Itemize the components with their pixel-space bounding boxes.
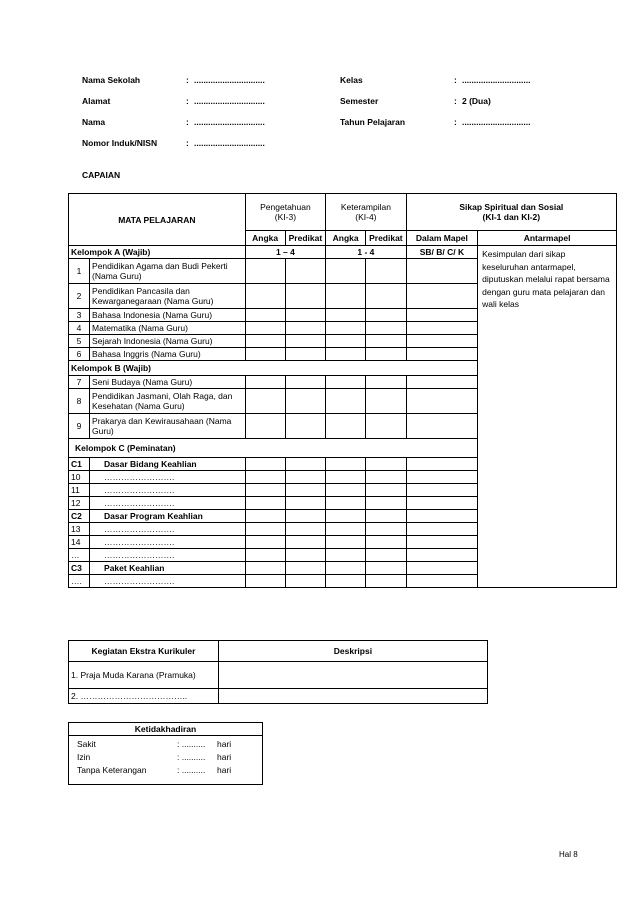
grade-cell: [366, 376, 407, 389]
grade-cell: [406, 259, 478, 284]
grade-cell: [245, 562, 285, 575]
subject-name: Pendidikan Jasmani, Olah Raga, dan Kesehatan (Nama Guru): [90, 389, 246, 414]
absence-label: Sakit: [77, 739, 96, 749]
grade-cell: [406, 536, 478, 549]
header-predikat: Predikat: [285, 231, 326, 246]
header-angka: Angka: [245, 231, 285, 246]
grade-cell: [326, 575, 366, 588]
capaian-title: CAPAIAN: [82, 170, 121, 180]
ekstra-header-deskripsi: Deskripsi: [218, 641, 487, 662]
grade-cell: [245, 376, 285, 389]
ketidakhadiran-title: Ketidakhadiran: [69, 723, 263, 736]
grade-cell: [245, 322, 285, 335]
grade-cell: [285, 389, 326, 414]
grade-cell: [326, 458, 366, 471]
grade-cell: [285, 309, 326, 322]
grade-cell: [326, 562, 366, 575]
range-keterampilan: 1 - 4: [326, 246, 406, 259]
grade-cell: [326, 284, 366, 309]
row-number: 6: [69, 348, 90, 361]
subject-name: …………………….: [90, 523, 246, 536]
grade-cell: [326, 497, 366, 510]
grade-cell: [326, 335, 366, 348]
header-colon2: :: [454, 75, 457, 85]
grade-cell: [406, 510, 478, 523]
ekstra-row-2: 2. ………………………………..: [69, 689, 219, 704]
grade-cell: [285, 259, 326, 284]
header-pengetahuan: Pengetahuan (KI-3): [245, 194, 325, 231]
header-label2: Semester: [340, 96, 379, 106]
absence-label: Tanpa Keterangan: [77, 765, 147, 775]
grade-cell: [285, 335, 326, 348]
grade-cell: [406, 284, 478, 309]
absence-unit: hari: [217, 739, 232, 749]
subject-name: Sejarah Indonesia (Nama Guru): [90, 335, 246, 348]
grade-cell: [285, 414, 326, 439]
grade-cell: [245, 497, 285, 510]
header-colon2: :: [454, 117, 457, 127]
grade-cell: [285, 284, 326, 309]
header-value2: .............................: [462, 75, 531, 85]
grade-cell: [285, 484, 326, 497]
grade-cell: [285, 497, 326, 510]
grade-cell: [245, 414, 285, 439]
header-label2: Kelas: [340, 75, 363, 85]
absence-row: [77, 739, 254, 752]
header-row: [82, 117, 582, 138]
header-row: [82, 138, 582, 159]
ekstra-row-1: 1. Praja Muda Karana (Pramuka): [69, 662, 219, 689]
grade-cell: [406, 309, 478, 322]
row-number: 7: [69, 376, 90, 389]
header-sikap: Sikap Spiritual dan Sosial (KI-1 dan KI-2): [406, 194, 616, 231]
grade-cell: [285, 458, 326, 471]
ekstra-table: [68, 640, 488, 704]
grade-cell: [245, 335, 285, 348]
row-number: 13: [69, 523, 90, 536]
grade-cell: [245, 523, 285, 536]
header-value2: 2 (Dua): [462, 96, 491, 106]
header-value: ..............................: [194, 117, 265, 127]
grade-cell: [366, 284, 407, 309]
row-number: 14: [69, 536, 90, 549]
subject-name: Prakarya dan Kewirausahaan (Nama Guru): [90, 414, 246, 439]
grade-cell: [326, 536, 366, 549]
section-name: Paket Keahlian: [90, 562, 246, 575]
header-value: ..............................: [194, 96, 265, 106]
grade-cell: [366, 484, 407, 497]
grade-cell: [326, 523, 366, 536]
grade-cell: [326, 309, 366, 322]
grade-cell: [326, 484, 366, 497]
grade-cell: [326, 414, 366, 439]
absence-value: : ..........: [177, 752, 206, 762]
header-colon: :: [186, 75, 189, 85]
absence-unit: hari: [217, 752, 232, 762]
subject-name: …………………….: [90, 549, 246, 562]
subject-name: …………………….: [90, 575, 246, 588]
grade-cell: [406, 523, 478, 536]
row-number: 12: [69, 497, 90, 510]
grade-cell: [285, 348, 326, 361]
grade-cell: [285, 523, 326, 536]
grade-cell: [245, 549, 285, 562]
grade-cell: [285, 562, 326, 575]
grade-cell: [366, 348, 407, 361]
grade-cell: [245, 458, 285, 471]
kelompok-b-label: Kelompok B (Wajib): [69, 361, 478, 376]
ketidakhadiran-body: [69, 736, 263, 785]
sikap-code: SB/ B/ C/ K: [406, 246, 478, 259]
grade-cell: [366, 335, 407, 348]
subject-name: Pendidikan Pancasila dan Kewarganegaraan (Nama Guru): [90, 284, 246, 309]
grade-cell: [366, 414, 407, 439]
page-number: Hal 8: [559, 850, 578, 859]
subject-name: …………………….: [90, 497, 246, 510]
header-angka-2: Angka: [326, 231, 366, 246]
ekstra-desc-2: [218, 689, 487, 704]
grade-cell: [245, 510, 285, 523]
header-dalam-mapel: Dalam Mapel: [406, 231, 478, 246]
section-name: Dasar Program Keahlian: [90, 510, 246, 523]
header-antarmapel: Antarmapel: [478, 231, 617, 246]
header-label2: Tahun Pelajaran: [340, 117, 406, 127]
header-info: [82, 75, 582, 159]
subject-name: Pendidikan Agama dan Budi Pekerti (Nama Guru): [90, 259, 246, 284]
grade-cell: [366, 562, 407, 575]
grade-cell: [366, 389, 407, 414]
subject-name: …………………….: [90, 484, 246, 497]
kelompok-a-label: Kelompok A (Wajib): [69, 246, 246, 259]
header-colon: :: [186, 96, 189, 106]
absence-label: Izin: [77, 752, 91, 762]
header-colon: :: [186, 138, 189, 148]
grade-cell: [285, 322, 326, 335]
header-label: Alamat: [82, 96, 111, 106]
grade-cell: [245, 484, 285, 497]
grade-cell: [326, 259, 366, 284]
ekstra-desc-1: [218, 662, 487, 689]
header-mata-pelajaran: MATA PELAJARAN: [69, 194, 246, 246]
grade-cell: [245, 348, 285, 361]
header-label: Nama: [82, 117, 106, 127]
grade-cell: [285, 376, 326, 389]
header-colon2: :: [454, 96, 457, 106]
grade-cell: [326, 348, 366, 361]
section-name: Dasar Bidang Keahlian: [90, 458, 246, 471]
grade-cell: [406, 376, 478, 389]
grade-cell: [285, 536, 326, 549]
subject-name: Bahasa Inggris (Nama Guru): [90, 348, 246, 361]
grade-cell: [406, 471, 478, 484]
ketidakhadiran-table: [68, 722, 263, 785]
grade-cell: [326, 322, 366, 335]
grade-cell: [366, 497, 407, 510]
header-colon: :: [186, 117, 189, 127]
header-row: [82, 96, 582, 117]
grade-cell: [245, 389, 285, 414]
subject-name: Bahasa Indonesia (Nama Guru): [90, 309, 246, 322]
row-number: 9: [69, 414, 90, 439]
capaian-table: [68, 193, 617, 588]
header-value: ..............................: [194, 75, 265, 85]
section-code: C1: [69, 458, 90, 471]
grade-cell: [406, 484, 478, 497]
subject-name: …………………….: [90, 536, 246, 549]
grade-cell: [406, 458, 478, 471]
absence-value: : ..........: [177, 765, 206, 775]
row-number: 2: [69, 284, 90, 309]
row-number: 1: [69, 259, 90, 284]
absence-unit: hari: [217, 765, 232, 775]
grade-cell: [366, 523, 407, 536]
grade-cell: [406, 549, 478, 562]
absence-row: [77, 752, 254, 765]
header-label: Nomor Induk/NISN: [82, 138, 158, 148]
subject-name: …………………….: [90, 471, 246, 484]
header-row: [82, 75, 582, 96]
antarmapel-description: Kesimpulan dari sikap keseluruhan antarmapel, diputuskan melalui rapat bersama dengan guru mata pelajaran dan wali kelas: [478, 246, 617, 588]
ekstra-header-kegiatan: Kegiatan Ekstra Kurikuler: [69, 641, 219, 662]
grade-cell: [285, 575, 326, 588]
row-number: 11: [69, 484, 90, 497]
range-pengetahuan: 1 – 4: [245, 246, 325, 259]
header-predikat-2: Predikat: [366, 231, 407, 246]
absence-value: : ..........: [177, 739, 206, 749]
grade-cell: [245, 309, 285, 322]
absence-row: [77, 765, 254, 778]
row-number: 8: [69, 389, 90, 414]
grade-cell: [285, 510, 326, 523]
grade-cell: [406, 414, 478, 439]
subject-name: Matematika (Nama Guru): [90, 322, 246, 335]
grade-cell: [406, 335, 478, 348]
grade-cell: [406, 575, 478, 588]
grade-cell: [406, 389, 478, 414]
grade-cell: [366, 575, 407, 588]
row-number: …: [69, 549, 90, 562]
section-code: C3: [69, 562, 90, 575]
grade-cell: [366, 458, 407, 471]
header-value: ..............................: [194, 138, 265, 148]
grade-cell: [366, 536, 407, 549]
grade-cell: [326, 471, 366, 484]
grade-cell: [366, 549, 407, 562]
subject-name: Seni Budaya (Nama Guru): [90, 376, 246, 389]
grade-cell: [366, 322, 407, 335]
grade-cell: [406, 497, 478, 510]
grade-cell: [326, 549, 366, 562]
grade-cell: [245, 471, 285, 484]
row-number: ….: [69, 575, 90, 588]
grade-cell: [406, 322, 478, 335]
grade-cell: [366, 510, 407, 523]
kelompok-c-label: Kelompok C (Peminatan): [69, 439, 478, 458]
grade-cell: [326, 376, 366, 389]
grade-cell: [285, 471, 326, 484]
grade-cell: [245, 575, 285, 588]
grade-cell: [366, 259, 407, 284]
grade-cell: [406, 348, 478, 361]
row-number: 10: [69, 471, 90, 484]
header-label: Nama Sekolah: [82, 75, 141, 85]
section-code: C2: [69, 510, 90, 523]
grade-cell: [245, 259, 285, 284]
row-number: 3: [69, 309, 90, 322]
row-number: 4: [69, 322, 90, 335]
grade-cell: [245, 284, 285, 309]
grade-cell: [326, 510, 366, 523]
grade-cell: [245, 536, 285, 549]
grade-cell: [406, 562, 478, 575]
grade-cell: [366, 471, 407, 484]
header-value2: .............................: [462, 117, 531, 127]
row-number: 5: [69, 335, 90, 348]
grade-cell: [285, 549, 326, 562]
header-keterampilan: Keterampilan (KI-4): [326, 194, 406, 231]
grade-cell: [366, 309, 407, 322]
grade-cell: [326, 389, 366, 414]
